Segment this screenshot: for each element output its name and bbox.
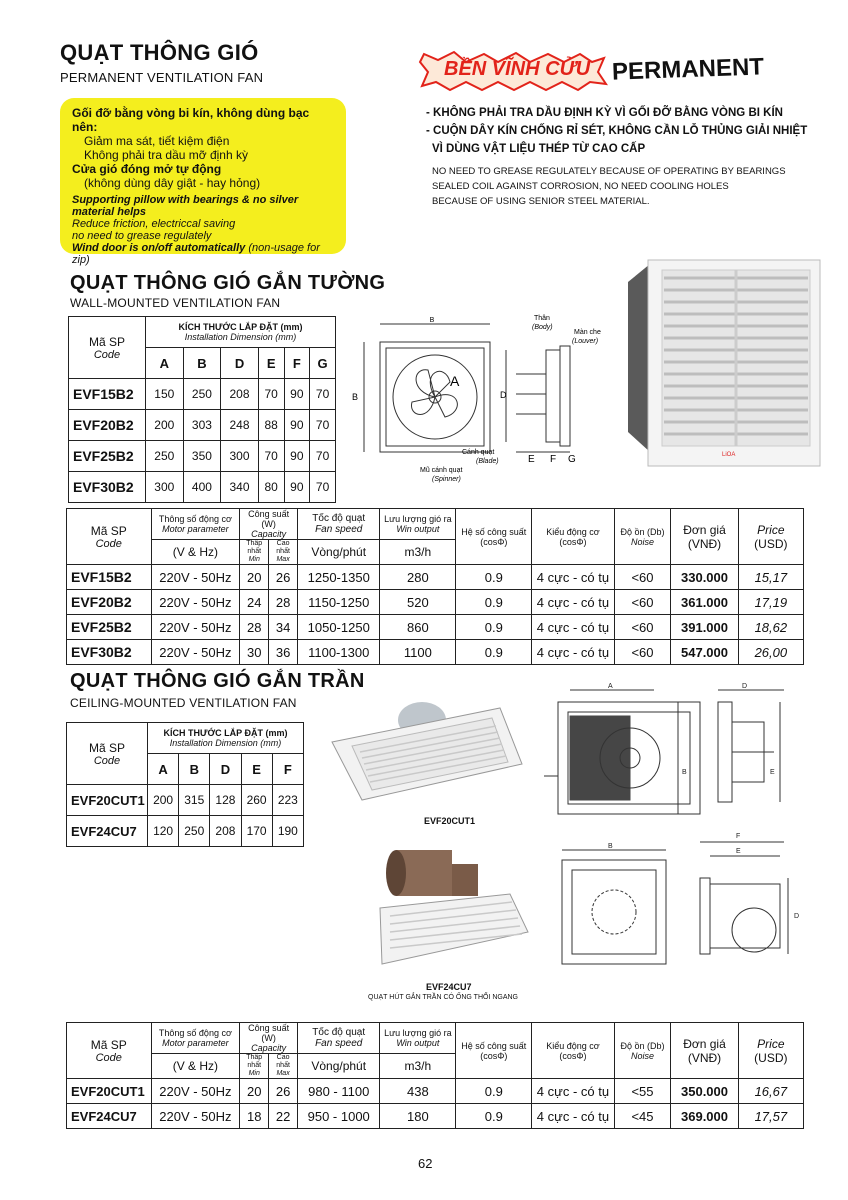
dim-label-b-2: B [608,843,613,850]
motor-type-header [532,1023,614,1079]
code-header-en: Code [93,754,121,767]
cell: 220V - 50Hz [151,590,240,615]
wall-dimension-table [68,316,336,503]
price-vnd-header [671,509,738,565]
cos-header-vn: Hệ số công suất [461,526,527,537]
cell: 950 - 1000 [298,1104,380,1129]
noise-header-vn: Độ ồn (Db) [620,1040,665,1051]
motor-header-en: Motor parameter [162,524,229,534]
ceiling-section-title: QUẠT THÔNG GIÓ GẮN TRẦN [70,670,365,692]
motor-type-header-vn: Kiểu động cơ [546,1040,600,1051]
cell: 4 cực - có tụ [532,590,614,615]
motor-header [151,1023,240,1054]
brand-logo: LiOA [722,452,736,458]
price-vnd-header-unit: (VNĐ) [687,536,722,551]
motor-type-header [532,509,614,565]
table-row [67,615,804,640]
dimension-header-cell [146,317,336,348]
product-code: EVF24CU7 [67,1104,152,1129]
noise-header-vn: Độ ồn (Db) [620,526,665,537]
ceiling-photo-2-subcaption: QUẠT HÚT GẮN TRẦN CÓ ỐNG THỔI NGANG [368,994,518,1001]
cell: 90 [284,472,310,503]
cell: 1100 [380,640,456,665]
louver-label-vn: Màn che [574,329,601,336]
product-code: EVF20CUT1 [67,1079,152,1104]
table-row [67,785,304,816]
price-usd: 17,57 [738,1104,803,1129]
dimension-header-en: Installation Dimension (mm) [184,332,297,342]
table-row [69,379,336,410]
cell: 220V - 50Hz [151,640,240,665]
code-header-vn: Mã SP [90,523,127,538]
cell: 0.9 [456,640,532,665]
code-header-vn: Mã SP [88,740,125,755]
feature-vn-1: - KHÔNG PHẢI TRA DẦU ĐỊNH KỲ VÌ GỐI ĐỠ BẰNG VÒNG BI KÍN [426,107,783,119]
cell: 1250-1350 [298,565,380,590]
features-vn [426,104,807,158]
cell: 70 [310,379,336,410]
table-row [69,441,336,472]
price-usd: 18,62 [738,615,803,640]
badge-vn: BỀN VĨNH CỬU [444,58,591,80]
motor-box [452,864,478,896]
min-subheader-vn: Thấp nhất [246,540,263,555]
cell: <60 [614,590,671,615]
output-header [380,1023,456,1054]
col-header: F [284,348,310,379]
speed-header-vn: Tốc độ quạt [312,512,366,524]
cell: <45 [614,1104,671,1129]
table-row [67,1079,804,1104]
price-vnd: 350.000 [671,1079,738,1104]
code-header-cell [67,509,152,565]
ceiling-section-subtitle: CEILING-MOUNTED VENTILATION FAN [70,696,297,710]
cell: 26 [269,1079,298,1104]
cell: 223 [272,785,303,816]
price-usd-header [738,1023,803,1079]
product-code: EVF15B2 [69,379,146,410]
cell: 220V - 50Hz [151,565,240,590]
wall-section-title: QUẠT THÔNG GIÓ GẮN TƯỜNG [70,272,386,294]
cell: 22 [269,1104,298,1129]
body-label-en: (Body) [532,324,553,331]
dim-label-f: F [550,454,557,465]
col-header: A [148,754,179,785]
motor-type-header-unit: (cosΦ) [559,1050,587,1061]
blade-label-vn: Cánh quạt [462,449,495,456]
cell: 180 [380,1104,456,1129]
cell: 220V - 50Hz [151,1079,240,1104]
noise-header-en: Noise [630,1050,654,1061]
dim-label-b: B [429,317,435,324]
price-vnd-header-vn: Đơn giá [683,1036,726,1051]
table-row [67,640,804,665]
cell: 28 [269,590,298,615]
cell: 1100-1300 [298,640,380,665]
dim-label-a: A [450,373,460,389]
dimension-header-vn: KÍCH THƯỚC LẮP ĐẶT (mm) [163,728,288,738]
cell: 300 [146,472,184,503]
motor-header-en: Motor parameter [162,1038,229,1048]
speed-header-en: Fan speed [315,1037,363,1049]
dim-label-f: F [736,833,741,840]
noise-header-en: Noise [630,536,654,547]
dim-label-e: E [770,769,775,776]
code-header-en: Code [95,537,122,550]
cell: 20 [240,565,269,590]
speed-header-en: Fan speed [315,523,363,535]
callout-line: material helps [72,206,146,218]
cell: 0.9 [456,1104,532,1129]
noise-header [614,1023,671,1079]
code-header-cell [67,723,148,785]
max-subheader [269,540,298,565]
wall-fan-diagram [350,312,610,492]
cos-header-unit: (cosΦ) [480,1050,508,1061]
price-usd: 16,67 [738,1079,803,1104]
noise-header [614,509,671,565]
feature-en-1: NO NEED TO GREASE REGULATELY BECAUSE OF OPERATING BY BEARINGS [432,166,786,177]
max-subheader-en: Max [276,1070,290,1077]
cell: 0.9 [456,565,532,590]
callout-line-bold: Wind door is on/off automatically [72,242,246,254]
cell: 90 [284,379,310,410]
speed-header [298,509,380,540]
fan-housing-side [628,264,650,452]
callout-line: Không phải tra dầu mỡ định kỳ [84,148,248,162]
output-header-vn: Lưu lượng gió ra [384,1028,452,1038]
ceiling-dimension-table [66,722,304,847]
page-subtitle: PERMANENT VENTILATION FAN [60,70,264,85]
dimension-header-en: Installation Dimension (mm) [169,738,282,748]
cell: 220V - 50Hz [151,1104,240,1129]
code-header-en: Code [93,348,121,361]
output-subheader: m3/h [380,1054,456,1079]
price-usd: 26,00 [738,640,803,665]
ceiling-fan-diagram [544,678,810,998]
dim-label-b: B [682,769,687,776]
cell: 4 cực - có tụ [532,640,614,665]
cell: 208 [221,379,259,410]
motor-type-header-unit: (cosΦ) [559,536,587,547]
features-en [432,164,786,209]
dimension-header-vn: KÍCH THƯỚC LẮP ĐẶT (mm) [178,322,303,332]
cell: 24 [240,590,269,615]
cell: 200 [146,410,184,441]
min-subheader-en: Min [248,556,260,563]
cell: 248 [221,410,259,441]
capacity-header-vn: Công suất (W) [248,509,290,529]
cos-header [456,509,532,565]
side-louver [560,346,570,446]
callout-line: Giảm ma sát, tiết kiệm điện [84,134,230,148]
col-header: D [221,348,259,379]
output-subheader: m3/h [380,540,456,565]
callout-line: (non-usage for zip) [72,242,320,266]
cell: 18 [240,1104,269,1129]
price-vnd: 361.000 [671,590,738,615]
code-header-vn: Mã SP [88,334,125,349]
feature-en-3: BECAUSE OF USING SENIOR STEEL MATERIAL. [432,196,650,207]
capacity-header-en: Capacity [251,1043,287,1053]
price-vnd: 369.000 [671,1104,738,1129]
blade-label-en: (Blade) [476,458,499,465]
speed-subheader: Vòng/phút [298,540,380,565]
cell: 250 [146,441,184,472]
product-code: EVF20B2 [67,590,152,615]
cell: 4 cực - có tụ [532,1079,614,1104]
dim-label-a: A [608,683,613,690]
speed-header-vn: Tốc độ quạt [312,1026,366,1038]
spinner-label-vn: Mũ cánh quạt [420,467,463,474]
cell: 303 [183,410,221,441]
side-body [546,350,560,442]
output-header [380,509,456,540]
price-usd: 15,17 [738,565,803,590]
cell: 70 [258,441,284,472]
max-subheader [269,1054,298,1079]
price-vnd-header-unit: (VNĐ) [687,1050,722,1065]
ceiling-fan-photo-1 [322,690,532,810]
ceiling-photo-1-caption: EVF20CUT1 [424,816,476,826]
cell: 208 [210,816,241,847]
grille-panel [380,894,528,964]
cell: 28 [240,615,269,640]
cell: <60 [614,565,671,590]
feature-vn-2: - CUỘN DÂY KÍN CHỐNG RỈ SÉT, KHÔNG CẦN LỖ THỦNG GIẢI NHIỆT [426,125,808,137]
feature-en-2: SEALED COIL AGAINST CORROSION, NO NEED COOLING HOLES [432,181,729,192]
price-vnd-header [671,1023,738,1079]
capacity-header-vn: Công suất (W) [248,1023,290,1043]
feature-vn-3: VÌ DÙNG VẬT LIỆU THÉP TỪ CAO CẤP [432,143,646,155]
table-row [67,565,804,590]
cell: 980 - 1100 [298,1079,380,1104]
motor-header [151,509,240,540]
price-usd-header-en: Price [757,1036,785,1051]
cell: 0.9 [456,590,532,615]
callout-line: no need to grease regulately [72,230,212,242]
speed-subheader: Vòng/phút [298,1054,380,1079]
product-code: EVF20CUT1 [67,785,148,816]
cell: 90 [284,410,310,441]
motor-header-vn: Thông số động cơ [158,514,232,524]
wall-section-subtitle: WALL-MOUNTED VENTILATION FAN [70,296,281,310]
code-header-en: Code [95,1051,122,1064]
capacity-header [240,509,298,540]
product-code: EVF30B2 [67,640,152,665]
callout-line: Cửa gió đóng mở tự động [72,162,222,176]
volt-subheader: (V & Hz) [151,540,240,565]
price-usd: 17,19 [738,590,803,615]
cell: 350 [183,441,221,472]
cell: 80 [258,472,284,503]
price-usd-header-unit: (USD) [754,1050,788,1065]
product-code: EVF30B2 [69,472,146,503]
min-subheader-en: Min [248,1070,260,1077]
louver-label-en: (Louver) [572,338,599,345]
max-subheader-en: Max [276,556,290,563]
cell: 220V - 50Hz [151,615,240,640]
product-code: EVF20B2 [69,410,146,441]
badge-en: PERMANENT [611,53,765,86]
price-usd-header-en: Price [757,522,785,537]
cell: 34 [269,615,298,640]
wall-spec-table [66,508,804,665]
table-row [69,472,336,503]
col-header: E [258,348,284,379]
cell: <60 [614,615,671,640]
cell: 70 [310,441,336,472]
cell: 20 [240,1079,269,1104]
cell: 860 [380,615,456,640]
cell: 30 [240,640,269,665]
dim-label-d: D [500,390,507,400]
dim-label-d: D [742,683,748,690]
cell: 1050-1250 [298,615,380,640]
motor-type-header-vn: Kiểu động cơ [546,526,600,537]
cos-header [456,1023,532,1079]
cell: <55 [614,1079,671,1104]
col-header: F [272,754,303,785]
dim-label-g: G [568,454,576,465]
spinner-label-en: (Spinner) [432,476,461,483]
cell: 4 cực - có tụ [532,615,614,640]
table-row [67,1104,804,1129]
output-header-vn: Lưu lượng gió ra [384,514,452,524]
cell: 260 [241,785,272,816]
cell: 90 [284,441,310,472]
dim-label-d-2: D [794,913,800,920]
cos-header-vn: Hệ số công suất [461,1040,527,1051]
cell: 70 [310,472,336,503]
min-subheader-vn: Thấp nhất [246,1054,263,1069]
price-usd-header-unit: (USD) [754,536,788,551]
cell: 280 [380,565,456,590]
dim-label-e-2: E [736,848,741,855]
cell: <60 [614,640,671,665]
dim-label-e: E [528,454,535,465]
cell: 0.9 [456,615,532,640]
code-header-vn: Mã SP [90,1037,127,1052]
cell: 26 [269,565,298,590]
col-header: D [210,754,241,785]
cell: 70 [258,379,284,410]
price-vnd: 547.000 [671,640,738,665]
ceiling-fan-photo-2 [360,846,540,970]
cos-header-unit: (cosΦ) [480,536,508,547]
price-vnd-header-vn: Đơn giá [683,522,726,537]
table-row [67,590,804,615]
feature-callout-box [60,98,346,266]
product-code: EVF24CU7 [67,816,148,847]
min-subheader [240,540,269,565]
capacity-header [240,1023,298,1054]
cell: 36 [269,640,298,665]
cell: 4 cực - có tụ [532,1104,614,1129]
price-vnd: 330.000 [671,565,738,590]
max-subheader-vn: Cao nhất [276,540,290,555]
body-label-vn: Thân [534,315,550,322]
col-header: G [310,348,336,379]
cell: 340 [221,472,259,503]
cell: 315 [179,785,210,816]
cell: 190 [272,816,303,847]
min-subheader [240,1054,269,1079]
code-header-cell [67,1023,152,1079]
cell: 88 [258,410,284,441]
speed-header [298,1023,380,1054]
page-title: QUẠT THÔNG GIÓ [60,40,259,65]
col-header: E [241,754,272,785]
col-header: B [183,348,221,379]
cell: 250 [183,379,221,410]
cell: 438 [380,1079,456,1104]
cell: 520 [380,590,456,615]
cell: 200 [148,785,179,816]
table-row [67,816,304,847]
ceiling-photo-2-caption: EVF24CU7 [426,982,472,992]
wall-fan-photo [626,256,826,472]
cell: 128 [210,785,241,816]
duct-outlet [386,850,406,896]
output-header-en: Win output [396,524,440,534]
max-subheader-vn: Cao nhất [276,1054,290,1069]
callout-line: (không dùng dây giật - hay hỏng) [84,176,261,190]
cell: 120 [148,816,179,847]
product-code: EVF25B2 [69,441,146,472]
table-row [69,410,336,441]
dim-label-b-side: B [352,392,359,402]
callout-line: Gối đỡ bằng vòng bi kín, không dùng bạc nên: [72,106,310,134]
dimension-header-cell [148,723,304,754]
motor-header-vn: Thông số động cơ [158,1028,232,1038]
code-header-cell [69,317,146,379]
cell: 170 [241,816,272,847]
cell: 150 [146,379,184,410]
callout-line: Reduce friction, electriccal saving [72,218,236,230]
price-usd-header [738,509,803,565]
product-code: EVF15B2 [67,565,152,590]
ceiling-spec-table [66,1022,804,1129]
cell: 1150-1250 [298,590,380,615]
page-number: 62 [418,1156,433,1171]
cell: 250 [179,816,210,847]
price-vnd: 391.000 [671,615,738,640]
callout-line: Supporting pillow with bearings & no silver [72,194,299,206]
cell: 400 [183,472,221,503]
col-header: A [146,348,184,379]
product-code: EVF25B2 [67,615,152,640]
cell: 70 [310,410,336,441]
cell: 300 [221,441,259,472]
cell: 4 cực - có tụ [532,565,614,590]
col-header: B [179,754,210,785]
volt-subheader: (V & Hz) [151,1054,240,1079]
cell: 0.9 [456,1079,532,1104]
capacity-header-en: Capacity [251,529,287,539]
output-header-en: Win output [396,1038,440,1048]
